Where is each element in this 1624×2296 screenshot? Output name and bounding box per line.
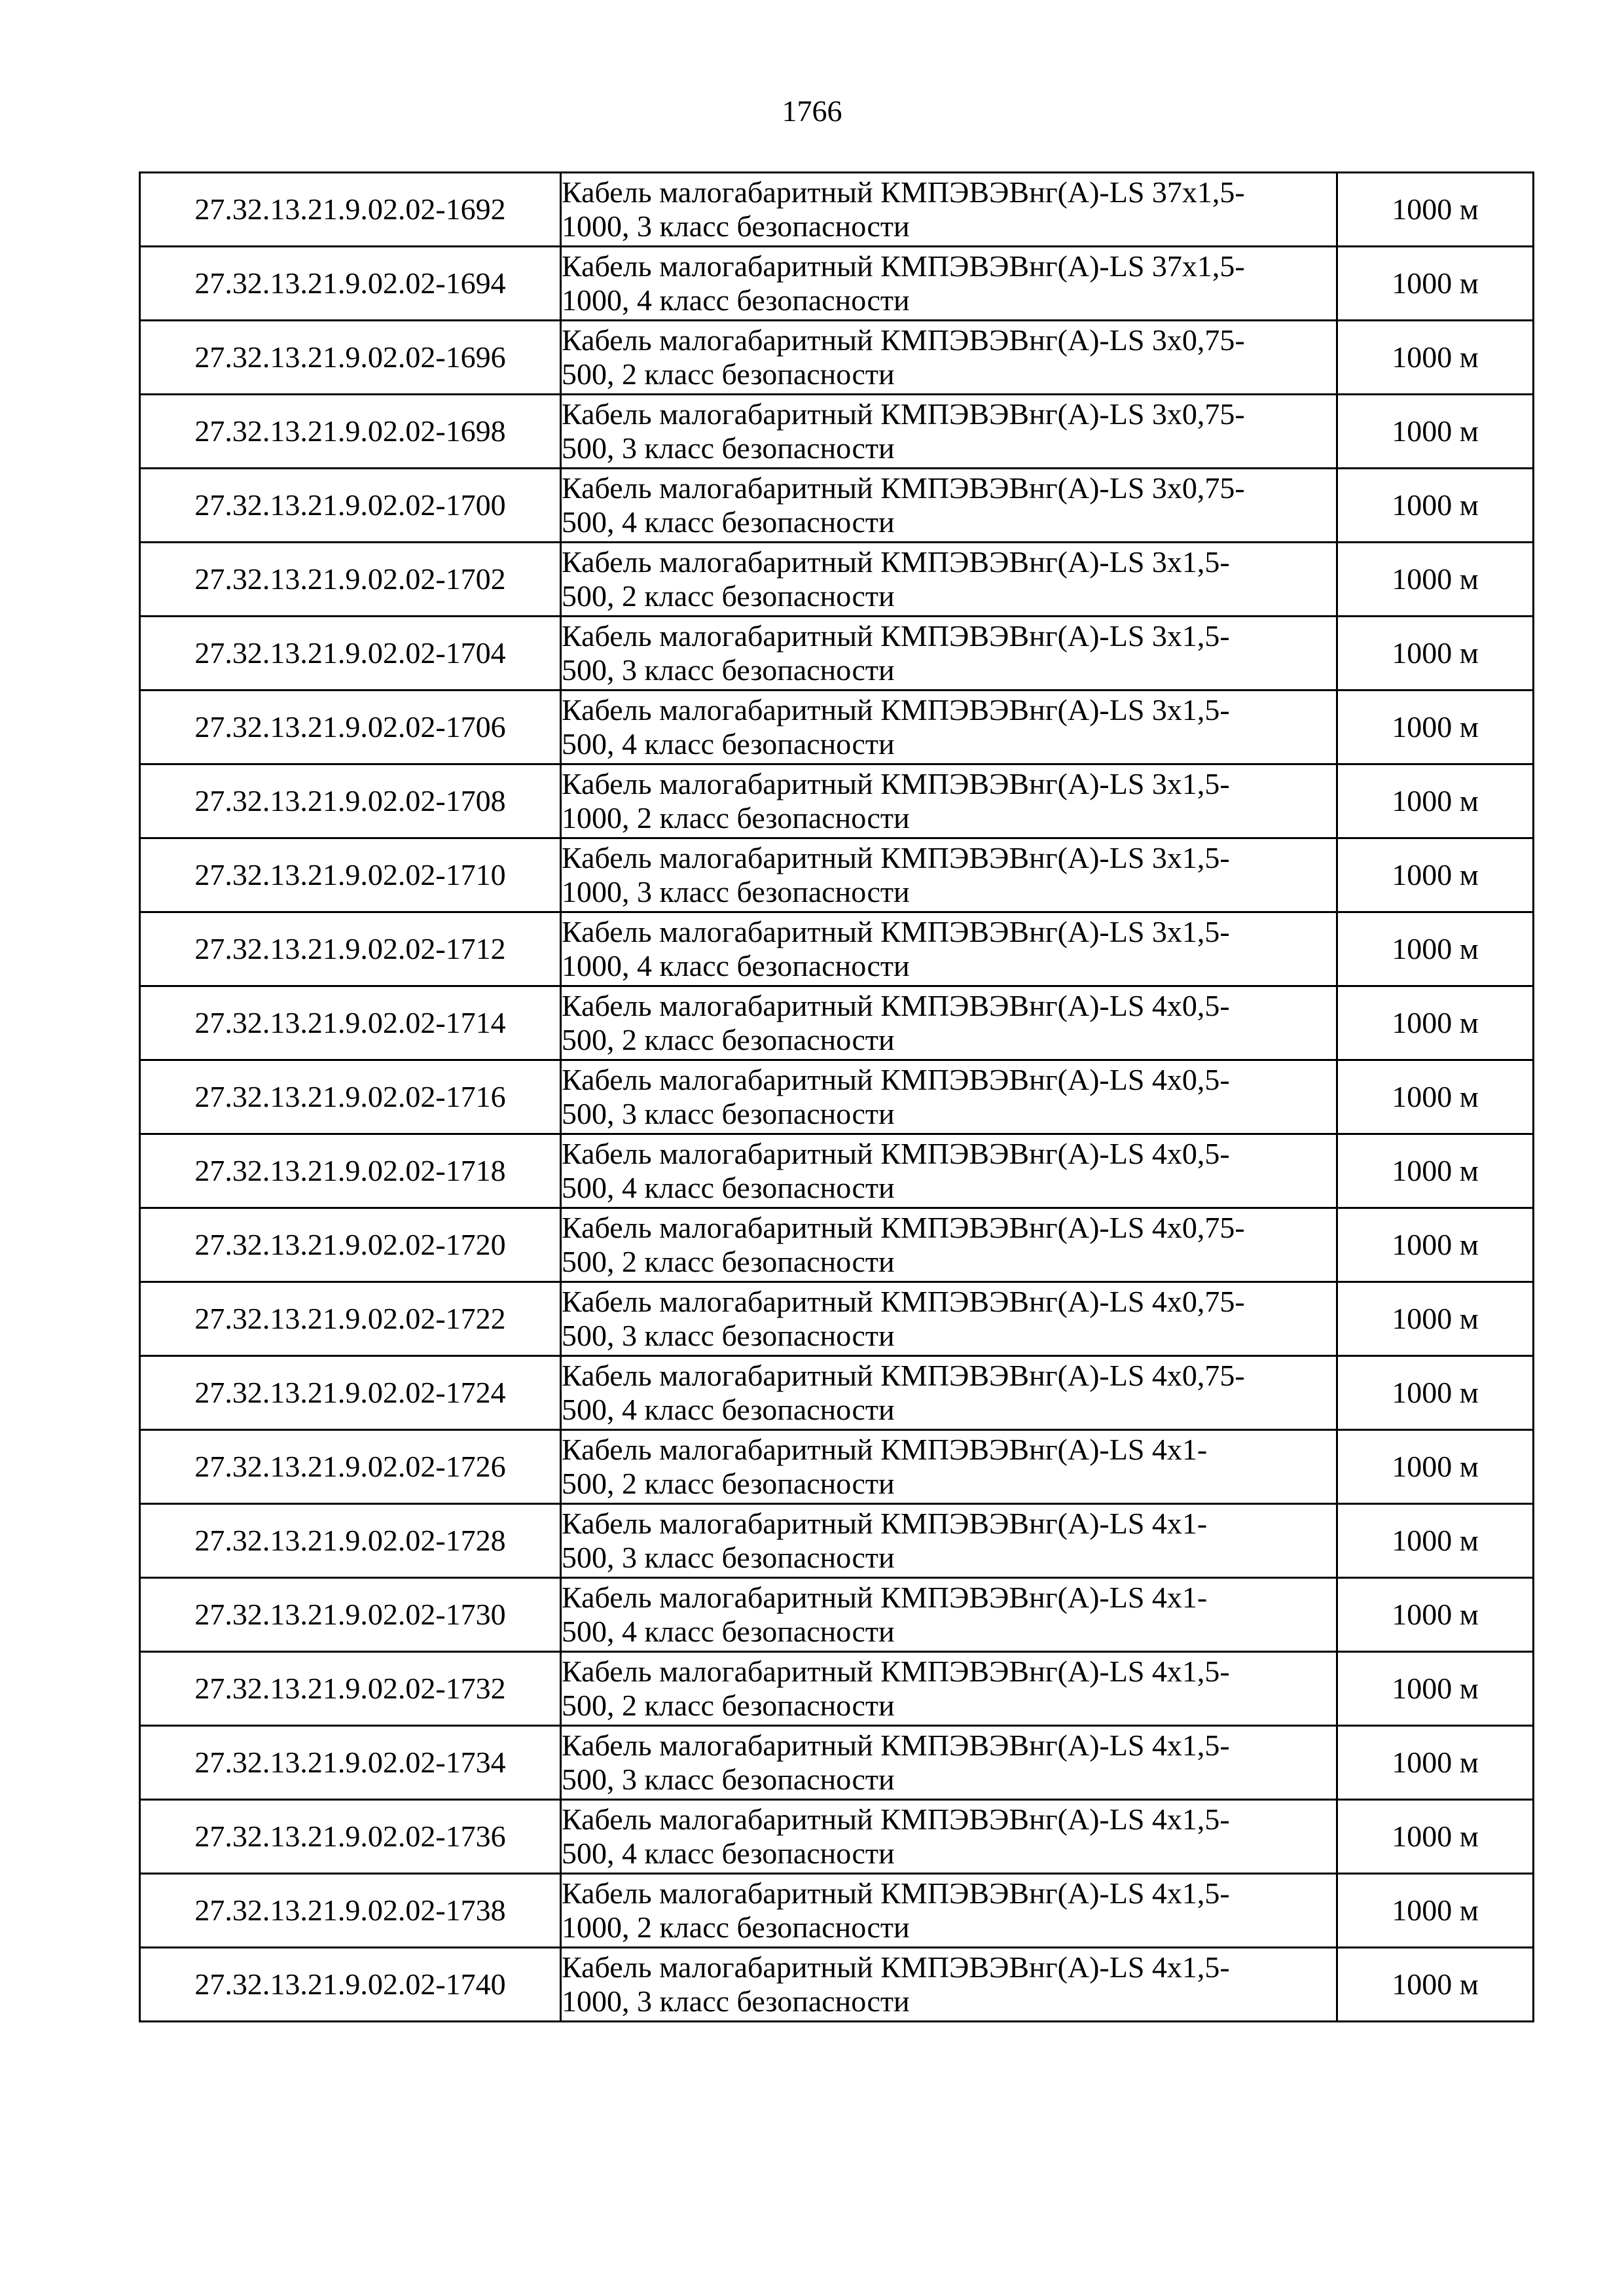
resource-code-cell: 27.32.13.21.9.02.02-1698 (140, 395, 561, 469)
description-line-2: 500, 3 класс безопасности (562, 431, 895, 465)
unit-cell: 1000 м (1337, 1726, 1534, 1800)
table-row (140, 1800, 1534, 1874)
unit-cell: 1000 м (1337, 321, 1534, 395)
description-line-1: Кабель малогабаритный КМПЭВЭВнг(А)-LS 3х1,5- (562, 619, 1230, 653)
description-line-2: 500, 2 класс безопасности (562, 1023, 895, 1056)
table-row (140, 469, 1534, 543)
table-row (140, 1208, 1534, 1282)
description-line-1: Кабель малогабаритный КМПЭВЭВнг(А)-LS 4х1- (562, 1581, 1208, 1614)
resource-code-cell: 27.32.13.21.9.02.02-1732 (140, 1652, 561, 1726)
unit-cell: 1000 м (1337, 543, 1534, 617)
table-row (140, 543, 1534, 617)
description-line-2: 500, 4 класс безопасности (562, 505, 895, 539)
table-row (140, 912, 1534, 986)
resource-code-cell: 27.32.13.21.9.02.02-1706 (140, 691, 561, 764)
table-row (140, 247, 1534, 321)
description-line-1: Кабель малогабаритный КМПЭВЭВнг(А)-LS 37х1,5- (562, 249, 1245, 283)
description-line-2: 500, 2 класс безопасности (562, 1689, 895, 1722)
description-line-2: 500, 4 класс безопасности (562, 1393, 895, 1426)
description-line-2: 1000, 3 класс безопасности (562, 209, 910, 243)
resource-description-cell (561, 1282, 1337, 1356)
description-line-2: 500, 2 класс безопасности (562, 579, 895, 613)
unit-cell: 1000 м (1337, 1134, 1534, 1208)
resource-code-cell: 27.32.13.21.9.02.02-1694 (140, 247, 561, 321)
description-line-2: 500, 3 класс безопасности (562, 653, 895, 687)
description-line-1: Кабель малогабаритный КМПЭВЭВнг(А)-LS 4х1,5- (562, 1950, 1230, 1984)
resource-code-cell: 27.32.13.21.9.02.02-1734 (140, 1726, 561, 1800)
description-line-1: Кабель малогабаритный КМПЭВЭВнг(А)-LS 4х0,5- (562, 1137, 1230, 1170)
resource-code-cell: 27.32.13.21.9.02.02-1730 (140, 1578, 561, 1652)
unit-cell: 1000 м (1337, 247, 1534, 321)
description-line-2: 1000, 2 класс безопасности (562, 1910, 910, 1944)
table-row (140, 173, 1534, 247)
unit-cell: 1000 м (1337, 912, 1534, 986)
resource-description-cell (561, 912, 1337, 986)
description-line-1: Кабель малогабаритный КМПЭВЭВнг(А)-LS 3х1,5- (562, 767, 1230, 800)
unit-cell: 1000 м (1337, 986, 1534, 1060)
resource-code-cell: 27.32.13.21.9.02.02-1728 (140, 1504, 561, 1578)
description-line-1: Кабель малогабаритный КМПЭВЭВнг(А)-LS 3х1,5- (562, 915, 1230, 948)
resource-code-cell: 27.32.13.21.9.02.02-1722 (140, 1282, 561, 1356)
resource-description-cell (561, 543, 1337, 617)
description-line-1: Кабель малогабаритный КМПЭВЭВнг(А)-LS 3х1,5- (562, 693, 1230, 726)
description-line-1: Кабель малогабаритный КМПЭВЭВнг(А)-LS 4х1- (562, 1433, 1208, 1466)
unit-cell: 1000 м (1337, 838, 1534, 912)
description-line-1: Кабель малогабаритный КМПЭВЭВнг(А)-LS 4х0,5- (562, 1063, 1230, 1096)
resource-code-cell: 27.32.13.21.9.02.02-1726 (140, 1430, 561, 1504)
description-line-2: 500, 3 класс безопасности (562, 1319, 895, 1352)
description-line-2: 1000, 3 класс безопасности (562, 875, 910, 908)
table-row (140, 1060, 1534, 1134)
resource-code-cell: 27.32.13.21.9.02.02-1700 (140, 469, 561, 543)
description-line-2: 500, 3 класс безопасности (562, 1541, 895, 1574)
description-line-2: 500, 4 класс безопасности (562, 1171, 895, 1204)
resource-description-cell (561, 173, 1337, 247)
table-row (140, 1134, 1534, 1208)
resource-description-cell (561, 1430, 1337, 1504)
description-line-2: 500, 3 класс безопасности (562, 1763, 895, 1796)
unit-cell: 1000 м (1337, 1208, 1534, 1282)
unit-cell: 1000 м (1337, 469, 1534, 543)
description-line-2: 500, 3 класс безопасности (562, 1097, 895, 1130)
unit-cell: 1000 м (1337, 1578, 1534, 1652)
unit-cell: 1000 м (1337, 1948, 1534, 2022)
description-line-2: 500, 2 класс безопасности (562, 1245, 895, 1278)
table-row (140, 1430, 1534, 1504)
resource-description-cell (561, 617, 1337, 691)
resource-code-cell: 27.32.13.21.9.02.02-1712 (140, 912, 561, 986)
description-line-2: 1000, 4 класс безопасности (562, 283, 910, 317)
resource-description-cell (561, 1652, 1337, 1726)
resource-code-cell: 27.32.13.21.9.02.02-1738 (140, 1874, 561, 1948)
resource-code-cell: 27.32.13.21.9.02.02-1692 (140, 173, 561, 247)
description-line-1: Кабель малогабаритный КМПЭВЭВнг(А)-LS 4х1- (562, 1507, 1208, 1540)
table-row (140, 691, 1534, 764)
unit-cell: 1000 м (1337, 691, 1534, 764)
description-line-1: Кабель малогабаритный КМПЭВЭВнг(А)-LS 4х0,75- (562, 1359, 1245, 1392)
resource-description-cell (561, 1060, 1337, 1134)
table-row (140, 395, 1534, 469)
resource-code-cell: 27.32.13.21.9.02.02-1716 (140, 1060, 561, 1134)
description-line-1: Кабель малогабаритный КМПЭВЭВнг(А)-LS 4х1,5- (562, 1803, 1230, 1836)
unit-cell: 1000 м (1337, 764, 1534, 838)
table-row (140, 764, 1534, 838)
description-line-2: 1000, 2 класс безопасности (562, 801, 910, 834)
description-line-1: Кабель малогабаритный КМПЭВЭВнг(А)-LS 3х0,75- (562, 323, 1245, 357)
resource-description-cell (561, 1800, 1337, 1874)
table-row (140, 1652, 1534, 1726)
description-line-1: Кабель малогабаритный КМПЭВЭВнг(А)-LS 4х0,75- (562, 1211, 1245, 1244)
description-line-1: Кабель малогабаритный КМПЭВЭВнг(А)-LS 3х1,5- (562, 841, 1230, 874)
description-line-1: Кабель малогабаритный КМПЭВЭВнг(А)-LS 37х1,5- (562, 175, 1245, 209)
table-row (140, 1874, 1534, 1948)
resource-code-cell: 27.32.13.21.9.02.02-1710 (140, 838, 561, 912)
resource-description-cell (561, 764, 1337, 838)
table-body (140, 173, 1534, 2022)
description-line-2: 500, 4 класс безопасности (562, 1837, 895, 1870)
table-row (140, 838, 1534, 912)
unit-cell: 1000 м (1337, 173, 1534, 247)
resource-code-cell: 27.32.13.21.9.02.02-1714 (140, 986, 561, 1060)
resource-description-cell (561, 1948, 1337, 2022)
resource-description-cell (561, 1134, 1337, 1208)
description-line-1: Кабель малогабаритный КМПЭВЭВнг(А)-LS 3х1,5- (562, 545, 1230, 579)
unit-cell: 1000 м (1337, 1504, 1534, 1578)
unit-cell: 1000 м (1337, 1874, 1534, 1948)
description-line-2: 500, 4 класс безопасности (562, 727, 895, 761)
resource-description-cell (561, 395, 1337, 469)
resource-table (139, 171, 1534, 2022)
unit-cell: 1000 м (1337, 395, 1534, 469)
description-line-2: 500, 4 класс безопасности (562, 1615, 895, 1648)
page-number: 1766 (782, 94, 842, 128)
unit-cell: 1000 м (1337, 1356, 1534, 1430)
table-row (140, 617, 1534, 691)
unit-cell: 1000 м (1337, 1652, 1534, 1726)
resource-description-cell (561, 838, 1337, 912)
table-row (140, 1578, 1534, 1652)
resource-description-cell (561, 1356, 1337, 1430)
table-row (140, 986, 1534, 1060)
resource-description-cell (561, 1578, 1337, 1652)
resource-description-cell (561, 321, 1337, 395)
resource-description-cell (561, 1726, 1337, 1800)
description-line-2: 500, 2 класс безопасности (562, 357, 895, 391)
description-line-2: 1000, 4 класс безопасности (562, 949, 910, 982)
resource-description-cell (561, 986, 1337, 1060)
description-line-1: Кабель малогабаритный КМПЭВЭВнг(А)-LS 3х0,75- (562, 397, 1245, 431)
resource-code-cell: 27.32.13.21.9.02.02-1708 (140, 764, 561, 838)
description-line-1: Кабель малогабаритный КМПЭВЭВнг(А)-LS 3х0,75- (562, 471, 1245, 505)
unit-cell: 1000 м (1337, 1800, 1534, 1874)
description-line-2: 500, 2 класс безопасности (562, 1467, 895, 1500)
resource-code-cell: 27.32.13.21.9.02.02-1740 (140, 1948, 561, 2022)
resource-code-cell: 27.32.13.21.9.02.02-1720 (140, 1208, 561, 1282)
description-line-1: Кабель малогабаритный КМПЭВЭВнг(А)-LS 4х0,5- (562, 989, 1230, 1022)
resource-description-cell (561, 1874, 1337, 1948)
resource-code-cell: 27.32.13.21.9.02.02-1702 (140, 543, 561, 617)
resource-code-cell: 27.32.13.21.9.02.02-1696 (140, 321, 561, 395)
resource-description-cell (561, 1504, 1337, 1578)
resource-description-cell (561, 1208, 1337, 1282)
table-row (140, 1948, 1534, 2022)
resource-code-cell: 27.32.13.21.9.02.02-1736 (140, 1800, 561, 1874)
description-line-2: 1000, 3 класс безопасности (562, 1984, 910, 2018)
table-row (140, 321, 1534, 395)
table-row (140, 1726, 1534, 1800)
resource-code-cell: 27.32.13.21.9.02.02-1718 (140, 1134, 561, 1208)
unit-cell: 1000 м (1337, 1282, 1534, 1356)
description-line-1: Кабель малогабаритный КМПЭВЭВнг(А)-LS 4х1,5- (562, 1876, 1230, 1910)
description-line-1: Кабель малогабаритный КМПЭВЭВнг(А)-LS 4х1,5- (562, 1729, 1230, 1762)
unit-cell: 1000 м (1337, 1430, 1534, 1504)
unit-cell: 1000 м (1337, 617, 1534, 691)
table-row (140, 1356, 1534, 1430)
resource-description-cell (561, 469, 1337, 543)
table-row (140, 1504, 1534, 1578)
description-line-1: Кабель малогабаритный КМПЭВЭВнг(А)-LS 4х1,5- (562, 1655, 1230, 1688)
resource-code-cell: 27.32.13.21.9.02.02-1724 (140, 1356, 561, 1430)
unit-cell: 1000 м (1337, 1060, 1534, 1134)
resource-code-cell: 27.32.13.21.9.02.02-1704 (140, 617, 561, 691)
resource-description-cell (561, 691, 1337, 764)
description-line-1: Кабель малогабаритный КМПЭВЭВнг(А)-LS 4х0,75- (562, 1285, 1245, 1318)
table-row (140, 1282, 1534, 1356)
resource-description-cell (561, 247, 1337, 321)
